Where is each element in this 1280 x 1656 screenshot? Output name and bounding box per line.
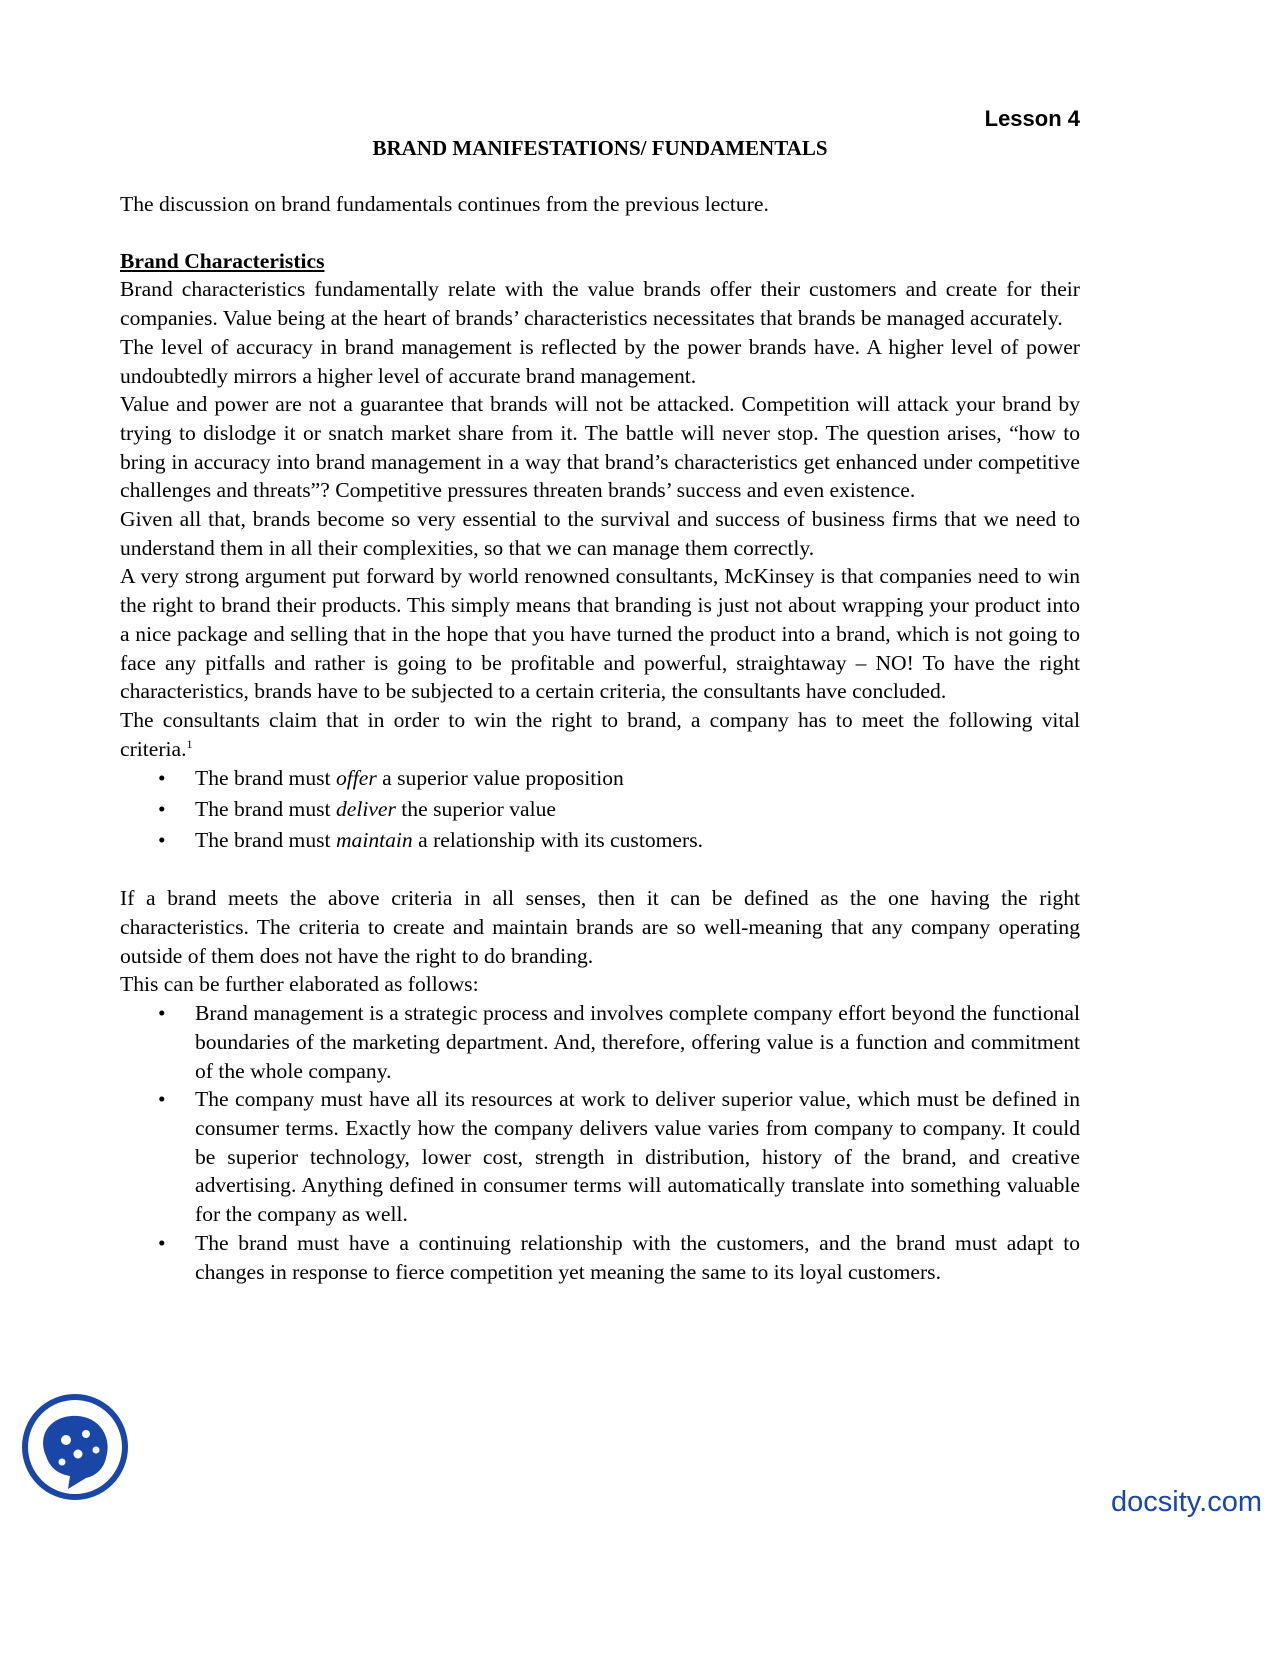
paragraph: Value and power are not a guarantee that brands will not be attacked. Competition will attack your brand by trying to dislodge it or snatch market share from it. The battle will never stop. The question arises, “how to bring in accuracy into brand management in a way that brand’s characteristics get enhanced under competitive challenges and threats”? Competitive pressures threaten brands’ success and even existence.	[120, 392, 1080, 503]
paragraph-text: The consultants claim that in order to win the right to brand, a company has to meet the following vital criteria.	[120, 707, 1080, 761]
bullet-icon: •	[158, 766, 166, 791]
bullet-icon: •	[158, 828, 166, 853]
docsity-link[interactable]: docsity.com	[1111, 1486, 1262, 1518]
intro-paragraph: The discussion on brand fundamentals continues from the previous lecture.	[120, 192, 769, 216]
list-item	[120, 794, 1080, 825]
section-heading: Brand Characteristics	[120, 248, 325, 273]
paragraph: If a brand meets the above criteria in all senses, then it can be defined as the one having the right characteristics. The criteria to create and maintain brands are so well-meaning that any company operating outside of them does not have the right to do branding.	[120, 886, 1080, 968]
elaboration-text: The company must have all its resources at work to deliver superior value, which must be defined in consumer terms. Exactly how the company delivers value varies from company to company. It could be superior technology, lower cost, strength in distribution, history of the brand, and creative advertising. Anything defined in consumer terms will automatically translate into something valuable for the company as well.	[195, 1087, 1080, 1227]
bullet-icon: •	[158, 797, 166, 822]
elaboration-text: The brand must have a continuing relationship with the customers, and the brand must adapt to changes in response to fierce competition yet meaning the same to its loyal customers.	[195, 1230, 1080, 1284]
criteria-text: The brand must	[195, 828, 336, 853]
criteria-emphasis: deliver	[335, 797, 396, 822]
bullet-icon: •	[158, 1001, 166, 1026]
paragraph: This can be further elaborated as follows:	[120, 972, 479, 997]
criteria-emphasis: maintain	[335, 828, 413, 853]
criteria-emphasis: offer	[335, 766, 377, 791]
paragraph-criteria-intro	[120, 706, 1080, 763]
criteria-text: The brand must	[195, 766, 336, 791]
criteria-text: a relationship with its customers.	[412, 828, 703, 853]
criteria-text: The brand must	[195, 797, 336, 822]
criteria-text: a superior value proposition	[376, 766, 624, 791]
bullet-icon: •	[158, 1087, 166, 1112]
elaboration-text: Brand management is a strategic process and involves complete company effort beyond the functional boundaries of the marketing department. And, therefore, offering value is a function and commitment of the whole company.	[195, 1001, 1080, 1083]
bullet-icon: •	[158, 1230, 166, 1255]
document-body	[120, 190, 1080, 1286]
elaboration-list	[120, 999, 1080, 1286]
paragraph: Brand characteristics fundamentally relate with the value brands offer their customers and create for their companies. Value being at the heart of brands’ characteristics necessitates that brands be managed accurately.	[120, 277, 1080, 331]
paragraph: The level of accuracy in brand management is reflected by the power brands have. A higher level of power undoubtedly mirrors a higher level of accurate brand management.	[120, 334, 1080, 388]
docsity-logo-icon[interactable]	[20, 1392, 130, 1502]
spacer	[120, 856, 1080, 884]
list-item	[120, 825, 1080, 856]
list-item	[120, 999, 1080, 1085]
criteria-text: the superior value	[395, 797, 556, 822]
paragraph: Given all that, brands become so very essential to the survival and success of business firms that we need to understand them in all their complexities, so that we can manage them correctly.	[120, 507, 1080, 560]
list-item	[120, 1229, 1080, 1286]
page-title: BRAND MANIFESTATIONS/ FUNDAMENTALS	[372, 136, 828, 160]
lesson-label: Lesson 4	[984, 106, 1080, 131]
list-item	[120, 763, 1080, 794]
list-item	[120, 1085, 1080, 1229]
paragraph: A very strong argument put forward by world renowned consultants, McKinsey is that companies need to win the right to brand their products. This simply means that branding is just not about wrapping your product into a nice package and selling that in the hope that you have turned the product into a brand, which is not going to face any pitfalls and rather is going to be profitable and powerful, straightaway – NO! To have the right characteristics, brands have to be subjected to a certain criteria, the consultants have concluded.	[120, 564, 1080, 704]
footnote-marker[interactable]: 1	[186, 736, 193, 751]
criteria-list	[120, 763, 1080, 856]
